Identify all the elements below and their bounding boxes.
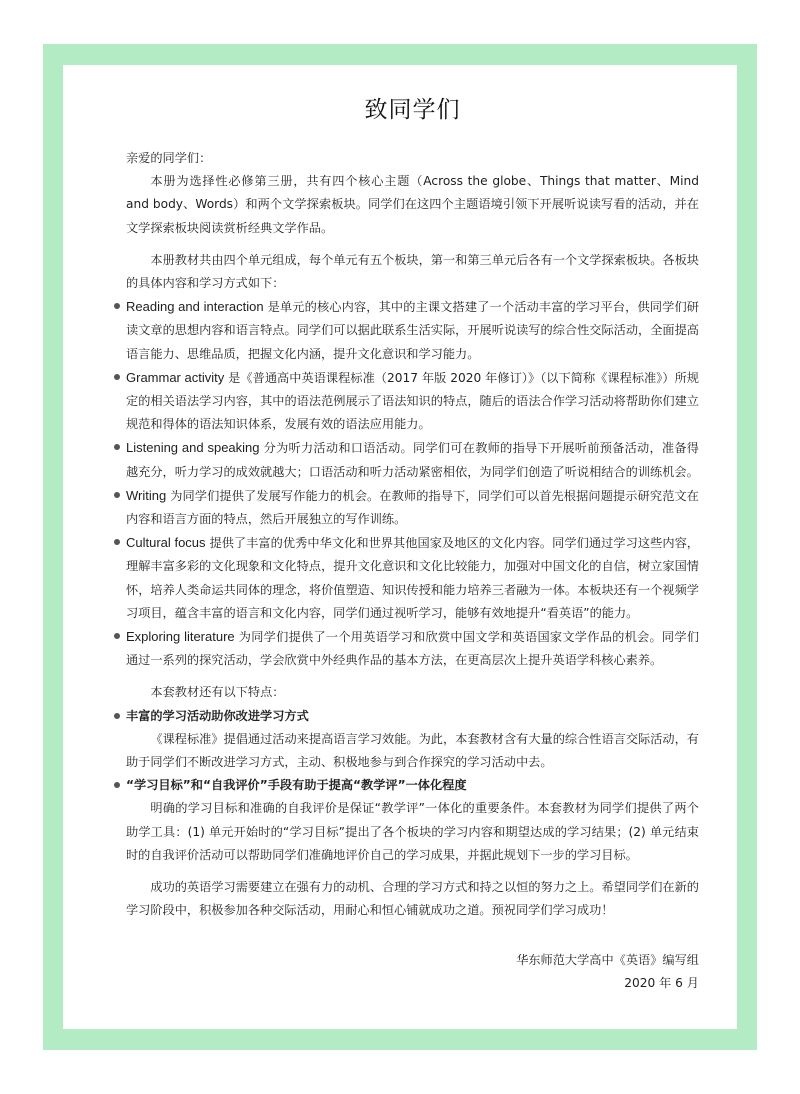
- section-list: [126, 295, 699, 672]
- intro-paragraph: 本册为选择性必修第三册，共有四个核心主题（Across the globe、Things that matter、Mind and body、Words）和两个文学探索板块。同学们在这四个主题语境引领下开展听说读写看的活动，并在文学探索板块阅读赏析经典文学作品。: [126, 174, 699, 235]
- section-text: 为同学们提供了一个用英语学习和欣赏中国文学和英语国家文学作品的机会。同学们通过一系列的探究活动，学会欣赏中外经典作品的基本方法，在更高层次上提升英语学科核心素养。: [126, 630, 700, 668]
- feature-title: “学习目标”和“自我评价”手段有助于提高“教学评”一体化程度: [126, 778, 467, 793]
- section-term: Cultural focus: [126, 535, 206, 551]
- section-item: [113, 531, 699, 625]
- section-item: [113, 366, 699, 437]
- feature-text: 明确的学习目标和准确的自我评价是保证“教学评”一体化的重要条件。本套教材为同学们提供了两个助学工具：(1) 单元开始时的“学习目标”提出了各个板块的学习内容和期望达成的学习结果；(2) 单元结束时的自我评价活动可以帮助同学们准确地评价自己的学习成果，并据此规划下一步的学习目标。: [126, 801, 699, 862]
- section-text: 分为听力活动和口语活动。同学们可在教师的指导下开展听前预备活动，准备得越充分，听力学习的成效就越大；口语活动和听力活动紧密相依，为同学们创造了听说相结合的训练机会。: [126, 441, 699, 479]
- section-text: 为同学们提供了发展写作能力的机会。在教师的指导下，同学们可以首先根据问题提示研究范文在内容和语言方面的特点，然后开展独立的写作训练。: [126, 488, 699, 527]
- feature-heading: [113, 705, 699, 728]
- section-term: Grammar activity: [126, 369, 225, 385]
- section-text: 是单元的核心内容，其中的主课文搭建了一个活动丰富的学习平台，供同学们研读文章的思想内容和语言特点。同学们可以据此联系生活实际，开展听说读写的综合性交际活动，全面提高语言能力、思维品质，把握文化内涵，提升文化意识和学习能力。: [126, 300, 699, 361]
- feature-title: 丰富的学习活动助你改进学习方式: [126, 708, 309, 723]
- section-item: [113, 295, 699, 366]
- date: 2020 年 6 月: [624, 975, 699, 990]
- closing-paragraph: 成功的英语学习需要建立在强有力的动机、合理的学习方式和持之以恒的努力之上。希望同学们在新的学习阶段中，积极参加各种交际活动，用耐心和恒心铺就成功之道。预祝同学们学习成功！: [126, 880, 699, 918]
- feature-list: [126, 774, 699, 797]
- feature-text: 《课程标准》提倡通过活动来提高语言学习效能。为此，本套教材含有大量的综合性语言交际活动，有助于同学们不断改进学习方式，主动、积极地参与到合作探究的学习活动中去。: [126, 731, 699, 770]
- section-term: Reading and interaction: [126, 299, 264, 315]
- section-term: Writing: [126, 487, 167, 503]
- bullet-icon: [114, 374, 120, 380]
- page-frame: [43, 44, 757, 1050]
- bullet-icon: [114, 782, 120, 788]
- signature-block: [126, 949, 699, 995]
- section-item: [113, 436, 699, 483]
- bullet-icon: [114, 539, 120, 545]
- feature-list: [126, 705, 699, 728]
- letter-page: [63, 65, 737, 1029]
- section-item: [113, 484, 699, 531]
- feature-heading: [113, 774, 699, 797]
- section-term: Listening and speaking: [126, 440, 260, 456]
- bullet-icon: [114, 713, 120, 719]
- features-intro: 本套教材还有以下特点：: [150, 685, 285, 700]
- page-title: 致同学们: [364, 97, 461, 123]
- section-term: Exploring literature: [126, 629, 235, 645]
- signature: 华东师范大学高中《英语》编写组: [516, 952, 699, 967]
- section-item: [113, 625, 699, 672]
- bullet-icon: [114, 492, 120, 498]
- bullet-icon: [114, 444, 120, 450]
- bullet-icon: [114, 633, 120, 639]
- greeting: 亲爱的同学们：: [126, 151, 212, 165]
- section-text: 是《普通高中英语课程标准（2017 年版 2020 年修订）》（以下简称《课程标准》）所规定的相关语法学习内容，其中的语法范例展示了语法知识的特点，随后的语法合作学习活动将帮助你们建立规范和得体的语法知识体系，发展有效的语法应用能力。: [126, 370, 699, 432]
- bullet-icon: [114, 303, 120, 309]
- structure-paragraph: 本册教材共由四个单元组成，每个单元有五个板块，第一和第三单元后各有一个文学探索板块。各板块的具体内容和学习方式如下：: [126, 252, 699, 291]
- section-text: 提供了丰富的优秀中华文化和世界其他国家及地区的文化内容。同学们通过学习这些内容，理解丰富多彩的文化现象和文化特点，提升文化意识和文化比较能力，加强对中国文化的自信，树立家国情怀，培养人类命运共同体的理念，将价值塑造、知识传授和能力培养三者融为一体。本板块还有一个视频学习项目，蕴含丰富的语言和文化内容，同学们通过视听学习，能够有效地提升“看英语”的能力。: [126, 536, 699, 620]
